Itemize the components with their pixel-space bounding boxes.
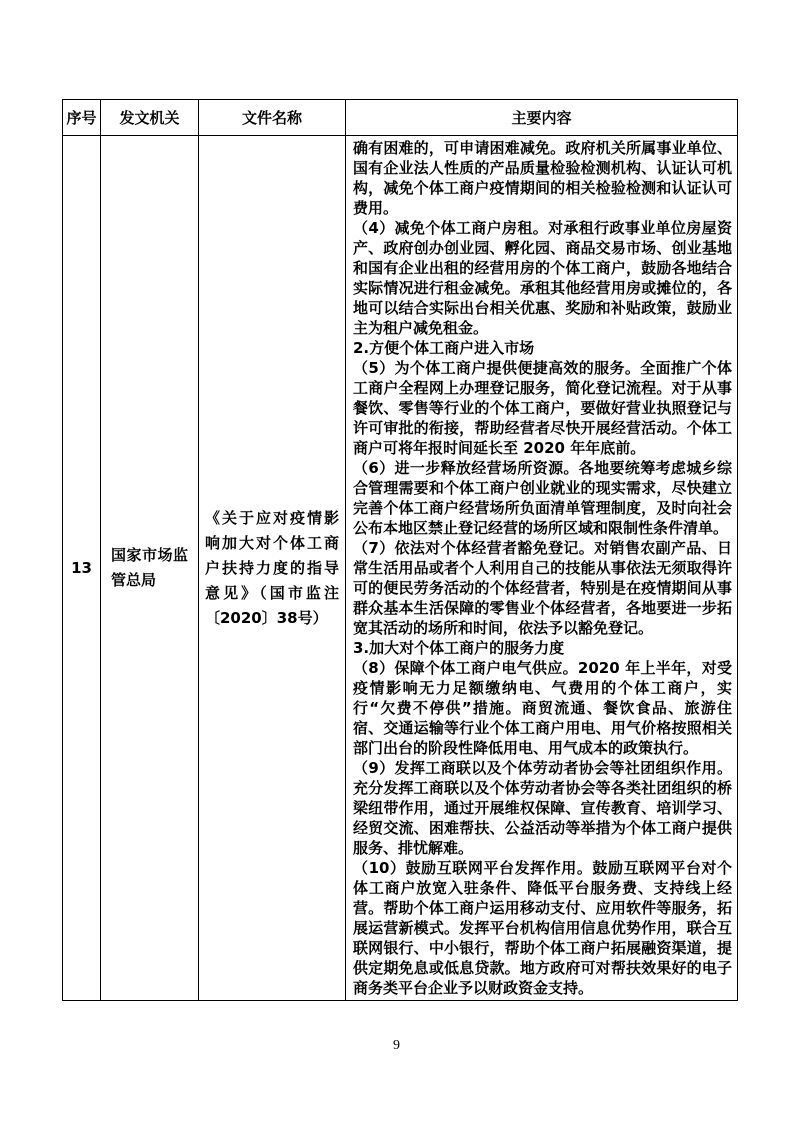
content-paragraph: （9）发挥工商联以及个体劳动者协会等社团组织作用。充分发挥工商联以及个体劳动者协会等各类社团组织的桥梁纽带作用，通过开展维权保障、宣传教育、培训学习、经贸交流、困难帮扶、公益活动等举措为个体工商户提供服务、排忧解难。 — [353, 759, 732, 857]
content-paragraph: 2.方便个体工商户进入市场 — [353, 339, 535, 357]
content-paragraph: 3.加大对个体工商户的服务力度 — [353, 639, 565, 657]
header-agency: 发文机关 — [101, 100, 199, 136]
header-main-content: 主要内容 — [346, 100, 738, 136]
content-paragraph: （10）鼓励互联网平台发挥作用。鼓励互联网平台对个体工商户放宽入驻条件、降低平台服务费、支持线上经营。帮助个体工商户运用移动支付、应用软件等服务，拓展运营新模式。发挥平台机构信用信息优势作用，联合互联网银行、中小银行，帮助个体工商户拓展融资渠道，提供定期免息或低息贷款。地方政府可对帮扶效果好的电子商务类平台企业予以财政资金支持。 — [353, 859, 732, 997]
content-paragraph: （6）进一步释放经营场所资源。各地要统筹考虑城乡综合管理需要和个体工商户创业就业的现实需求，尽快建立完善个体工商户经营场所负面清单管理制度，及时向社会公布本地区禁止登记经营的场所区域和限制性条件清单。 — [353, 459, 732, 537]
row-index-cell: 13 — [63, 136, 101, 1001]
page-number: 9 — [393, 1038, 400, 1053]
policy-table — [62, 99, 738, 1001]
header-index: 序号 — [63, 100, 101, 136]
document-name-cell: 《关于应对疫情影响加大对个体工商户扶持力度的指导意见》（国市监注〔2020〕38号） — [199, 136, 346, 1001]
main-content-cell — [346, 136, 738, 1001]
content-paragraph: （8）保障个体工商户电气供应。2020 年上半年，对受疫情影响无力足额缴纳电、气费用的个体工商户，实行“欠费不停供”措施。商贸流通、餐饮食品、旅游住宿、交通运输等行业个体工商户用电、用气价格按照相关部门出台的阶段性降低用电、用气成本的政策执行。 — [353, 659, 732, 757]
table-row — [63, 136, 738, 1001]
header-doc-name: 文件名称 — [199, 100, 346, 136]
table-header-row — [63, 100, 738, 136]
issuing-agency-cell: 国家市场监管总局 — [101, 136, 199, 1001]
content-paragraph: （7）依法对个体经营者豁免登记。对销售农副产品、日常生活用品或者个人利用自己的技能从事依法无须取得许可的便民劳务活动的个体经营者，特别是在疫情期间从事群众基本生活保障的零售业个体经营者，各地要进一步拓宽其活动的场所和时间，依法予以豁免登记。 — [353, 539, 732, 637]
content-paragraph: （4）减免个体工商户房租。对承租行政事业单位房屋资产、政府创办创业园、孵化园、商品交易市场、创业基地和国有企业出租的经营用房的个体工商户，鼓励各地结合实际情况进行租金减免。承租其他经营用房或摊位的，各地可以结合实际出台相关优惠、奖励和补贴政策，鼓励业主为租户减免租金。 — [353, 219, 732, 337]
content-paragraph: 确有困难的，可申请困难减免。政府机关所属事业单位、国有企业法人性质的产品质量检验检测机构、认证认可机构，减免个体工商户疫情期间的相关检验检测和认证认可费用。 — [353, 139, 732, 217]
content-paragraph: （5）为个体工商户提供便捷高效的服务。全面推广个体工商户全程网上办理登记服务，简化登记流程。对于从事餐饮、零售等行业的个体工商户，要做好营业执照登记与许可审批的衔接，帮助经营者尽快开展经营活动。个体工商户可将年报时间延长至 2020 年年底前。 — [353, 359, 732, 457]
